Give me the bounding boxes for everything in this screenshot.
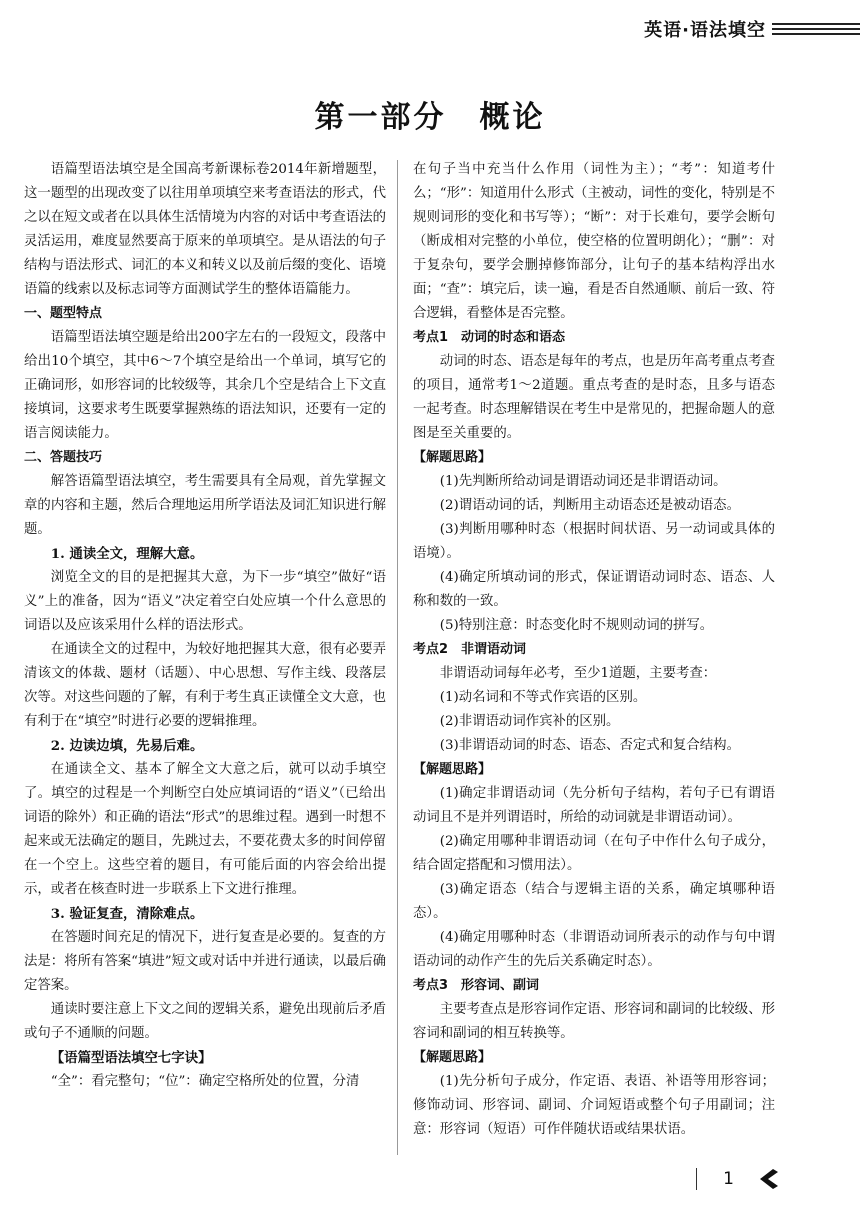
paragraph: 浏览全文的目的是把握其大意，为下一步“填空”做好“语义”上的准备，因为“语义”决定着空白处应填一个什么意思的词语以及应该采用什么样的语法形式。 — [24, 570, 386, 633]
list-item: (5)特别注意：时态变化时不规则动词的拼写。 — [439, 618, 714, 633]
subject-label: 英语·语法填空 — [644, 20, 766, 41]
section-heading: 一、题型特点 — [24, 306, 103, 321]
paragraph: 在通读全文、基本了解全文大意之后，就可以动手填空了。填空的过程是一个判断空白处应填词语的“语义”（已给出词语的除外）和正确的语法“形式”的思维过程。遇到一时想不起来或无法确定的题目，先跳过去，不要花费太多的时间停留在一个空上。这些空着的题目，有可能后面的内容会给出提示，或者在核查时进一步联系上下文进行推理。 — [24, 762, 386, 897]
paragraph: 语篇型语法填空题是给出200字左右的一段短文，段落中给出10个填空，其中6～7个填空是给出一个单词，填写它的正确词形，如形容词的比较级等，其余几个空是结合上下文直接填词，这要求考生既要掌握熟练的语法知识，还要有一定的语言阅读能力。 — [24, 330, 386, 441]
tip-title: 1. 通读全文，理解大意。 — [50, 546, 204, 562]
list-item: (3)非谓语动词的时态、语态、否定式和复合结构。 — [439, 738, 740, 753]
page-title: 第一部分 概论 — [314, 100, 546, 135]
chevron-left-icon — [758, 1168, 780, 1190]
list-item: (1)先分析句子成分，作定语、表语、补语等用形容词；修饰动词、形容词、副词、介词短语或整个句子用副词；注意：形容词（短语）可作伴随状语或结果状语。 — [413, 1074, 775, 1137]
section-heading: 二、答题技巧 — [24, 450, 103, 465]
column-divider — [397, 160, 398, 1155]
page-number: 1 — [723, 1169, 734, 1189]
left-column — [24, 158, 386, 1094]
kaodian-heading: 考点2 非谓语动词 — [413, 642, 527, 657]
list-item: (2)确定用哪种非谓语动词（在句子中作什么句子成分，结合固定搭配和习惯用法）。 — [413, 834, 775, 873]
paragraph: 主要考查点是形容词作定语、形容词和副词的比较级、形容词和副词的相互转换等。 — [413, 1002, 775, 1041]
kaodian-heading: 考点1 动词的时态和语态 — [413, 330, 566, 345]
header-subject-tag — [644, 16, 860, 42]
footer-divider — [696, 1168, 697, 1190]
header-rule-lines — [772, 20, 860, 38]
paragraph: 在答题时间充足的情况下，进行复查是必要的。复查的方法是：将所有答案“填进”短文或对话中并进行通读，以最后确定答案。 — [24, 930, 386, 993]
list-item: (3)判断用哪种时态（根据时间状语、另一动词或具体的语境）。 — [413, 522, 775, 561]
paragraph: 非谓语动词每年必考，至少1道题，主要考查： — [439, 666, 717, 681]
list-item: (4)确定用哪种时态（非谓语动词所表示的动作与句中谓语动词的动作产生的先后关系确定时态）。 — [413, 930, 775, 969]
list-item: (2)谓语动词的话，判断用主动语态还是被动语态。 — [439, 498, 740, 513]
paragraph: 通读时要注意上下文之间的逻辑关系，避免出现前后矛盾或句子不通顺的问题。 — [24, 1002, 386, 1041]
kaodian-heading: 考点3 形容词、副词 — [413, 978, 540, 993]
page-footer — [696, 1168, 780, 1190]
list-item: (1)确定非谓语动词（先分析句子结构，若句子已有谓语动词且不是并列谓语时，所给的动词就是非谓语动词）。 — [413, 786, 775, 825]
paragraph: 解答语篇型语法填空，考生需要具有全局观，首先掌握文章的内容和主题，然后合理地运用所学语法及词汇知识进行解题。 — [24, 474, 386, 537]
paragraph: “全”：看完整句；“位”：确定空格所处的位置，分清 — [50, 1074, 360, 1089]
list-item: (1)先判断所给动词是谓语动词还是非谓语动词。 — [439, 474, 727, 489]
paragraph: 在句子当中充当什么作用（词性为主）；“考”：知道考什么；“形”：知道用什么形式（主被动，词性的变化，特别是不规则词形的变化和书写等）；“断”：对于长难句，要学会断句（断成相对完整的小单位，使空格的位置明朗化）；“删”：对于复杂句，要学会删掉修饰部分，让句子的基本结构浮出水面；“查”：填完后，读一遍，看是否自然通顺、前后一致、符合逻辑，看整体是否完整。 — [413, 162, 775, 321]
tips-heading: 【解题思路】 — [413, 450, 492, 465]
tips-heading: 【解题思路】 — [413, 762, 492, 777]
list-item: (1)动名词和不等式作宾语的区别。 — [439, 690, 647, 705]
list-item: (3)确定语态（结合与逻辑主语的关系，确定填哪种语态）。 — [413, 882, 775, 921]
right-column — [413, 158, 775, 1142]
intro-paragraph: 语篇型语法填空是全国高考新课标卷2014年新增题型，这一题型的出现改变了以往用单项填空来考查语法的形式，代之以在短文或者在以具体生活情境为内容的对话中考查语法的灵活运用，难度显然要高于原来的单项填空。是从语法的句子结构与语法形式、词汇的本义和转义以及前后缀的变化、语境语篇的线索以及标志词等方面测试学生的整体语篇能力。 — [24, 162, 386, 297]
mnemonic-heading: 【语篇型语法填空七字诀】 — [50, 1050, 212, 1066]
list-item: (4)确定所填动词的形式，保证谓语动词时态、语态、人称和数的一致。 — [413, 570, 775, 609]
paragraph: 在通读全文的过程中，为较好地把握其大意，很有必要弄清该文的体裁、题材（话题）、中心思想、写作主线、段落层次等。对这些问题的了解，有利于考生真正读懂全文大意，也有利于在“填空”时进行必要的逻辑推理。 — [24, 642, 386, 729]
tip-title: 2. 边读边填，先易后难。 — [50, 738, 204, 754]
tips-heading: 【解题思路】 — [413, 1050, 492, 1065]
list-item: (2)非谓语动词作宾补的区别。 — [439, 714, 620, 729]
tip-title: 3. 验证复查，清除难点。 — [50, 906, 204, 922]
paragraph: 动词的时态、语态是每年的考点，也是历年高考重点考查的项目，通常考1～2道题。重点考查的是时态，且多与语态一起考查。时态理解错误在考生中是常见的，把握命题人的意图是至关重要的。 — [413, 354, 775, 441]
